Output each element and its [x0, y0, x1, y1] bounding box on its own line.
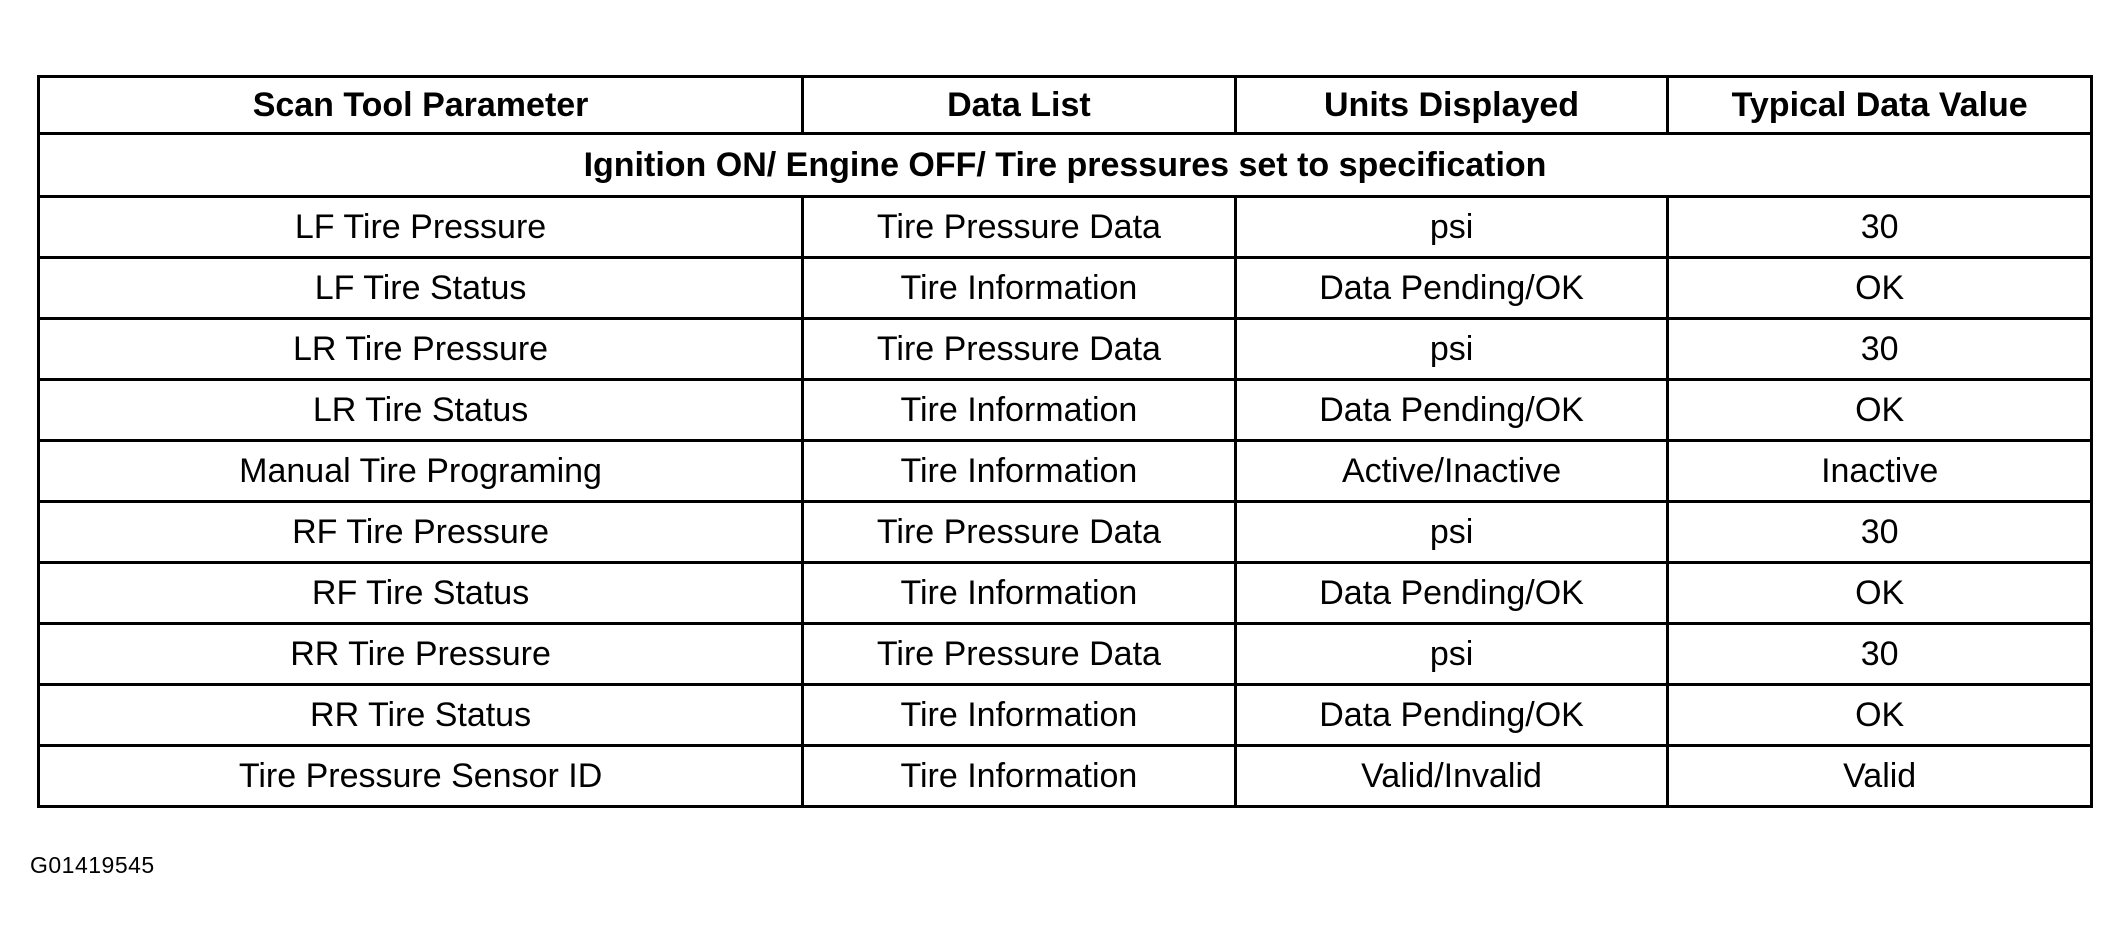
header-data-list: Data List — [803, 77, 1236, 134]
figure-id: G01419545 — [30, 852, 155, 878]
cell-units: Data Pending/OK — [1235, 563, 1668, 624]
cell-typical-value: 30 — [1668, 197, 2092, 258]
cell-data-list: Tire Pressure Data — [803, 197, 1236, 258]
cell-units: Data Pending/OK — [1235, 380, 1668, 441]
cell-data-list: Tire Information — [803, 746, 1236, 807]
table-row — [39, 441, 2092, 502]
cell-parameter: RF Tire Status — [39, 563, 803, 624]
table-row — [39, 746, 2092, 807]
table-row — [39, 685, 2092, 746]
section-row — [39, 134, 2092, 197]
cell-parameter: Manual Tire Programing — [39, 441, 803, 502]
cell-data-list: Tire Information — [803, 258, 1236, 319]
header-typical-data-value: Typical Data Value — [1668, 77, 2092, 134]
cell-units: Active/Inactive — [1235, 441, 1668, 502]
cell-data-list: Tire Pressure Data — [803, 502, 1236, 563]
table-row — [39, 380, 2092, 441]
table-row — [39, 624, 2092, 685]
cell-typical-value: OK — [1668, 685, 2092, 746]
cell-units: Valid/Invalid — [1235, 746, 1668, 807]
cell-typical-value: Inactive — [1668, 441, 2092, 502]
cell-data-list: Tire Information — [803, 563, 1236, 624]
cell-units: psi — [1235, 502, 1668, 563]
cell-parameter: LR Tire Pressure — [39, 319, 803, 380]
cell-units: psi — [1235, 197, 1668, 258]
table-row — [39, 258, 2092, 319]
cell-data-list: Tire Information — [803, 380, 1236, 441]
cell-typical-value: Valid — [1668, 746, 2092, 807]
cell-parameter: RR Tire Pressure — [39, 624, 803, 685]
cell-typical-value: OK — [1668, 380, 2092, 441]
cell-parameter: RR Tire Status — [39, 685, 803, 746]
cell-units: psi — [1235, 624, 1668, 685]
cell-units: Data Pending/OK — [1235, 685, 1668, 746]
cell-units: Data Pending/OK — [1235, 258, 1668, 319]
cell-data-list: Tire Pressure Data — [803, 624, 1236, 685]
cell-typical-value: 30 — [1668, 319, 2092, 380]
table-row — [39, 563, 2092, 624]
scan-tool-data-table — [37, 75, 2093, 808]
cell-typical-value: 30 — [1668, 502, 2092, 563]
header-row — [39, 77, 2092, 134]
cell-parameter: LF Tire Status — [39, 258, 803, 319]
cell-units: psi — [1235, 319, 1668, 380]
cell-parameter: LF Tire Pressure — [39, 197, 803, 258]
table-row — [39, 197, 2092, 258]
table-row — [39, 319, 2092, 380]
cell-data-list: Tire Pressure Data — [803, 319, 1236, 380]
cell-parameter: Tire Pressure Sensor ID — [39, 746, 803, 807]
table-row — [39, 502, 2092, 563]
header-units-displayed: Units Displayed — [1235, 77, 1668, 134]
header-scan-tool-parameter: Scan Tool Parameter — [39, 77, 803, 134]
cell-data-list: Tire Information — [803, 441, 1236, 502]
cell-parameter: RF Tire Pressure — [39, 502, 803, 563]
cell-data-list: Tire Information — [803, 685, 1236, 746]
section-title: Ignition ON/ Engine OFF/ Tire pressures set to specification — [39, 134, 2092, 197]
cell-typical-value: OK — [1668, 258, 2092, 319]
cell-typical-value: OK — [1668, 563, 2092, 624]
cell-typical-value: 30 — [1668, 624, 2092, 685]
cell-parameter: LR Tire Status — [39, 380, 803, 441]
